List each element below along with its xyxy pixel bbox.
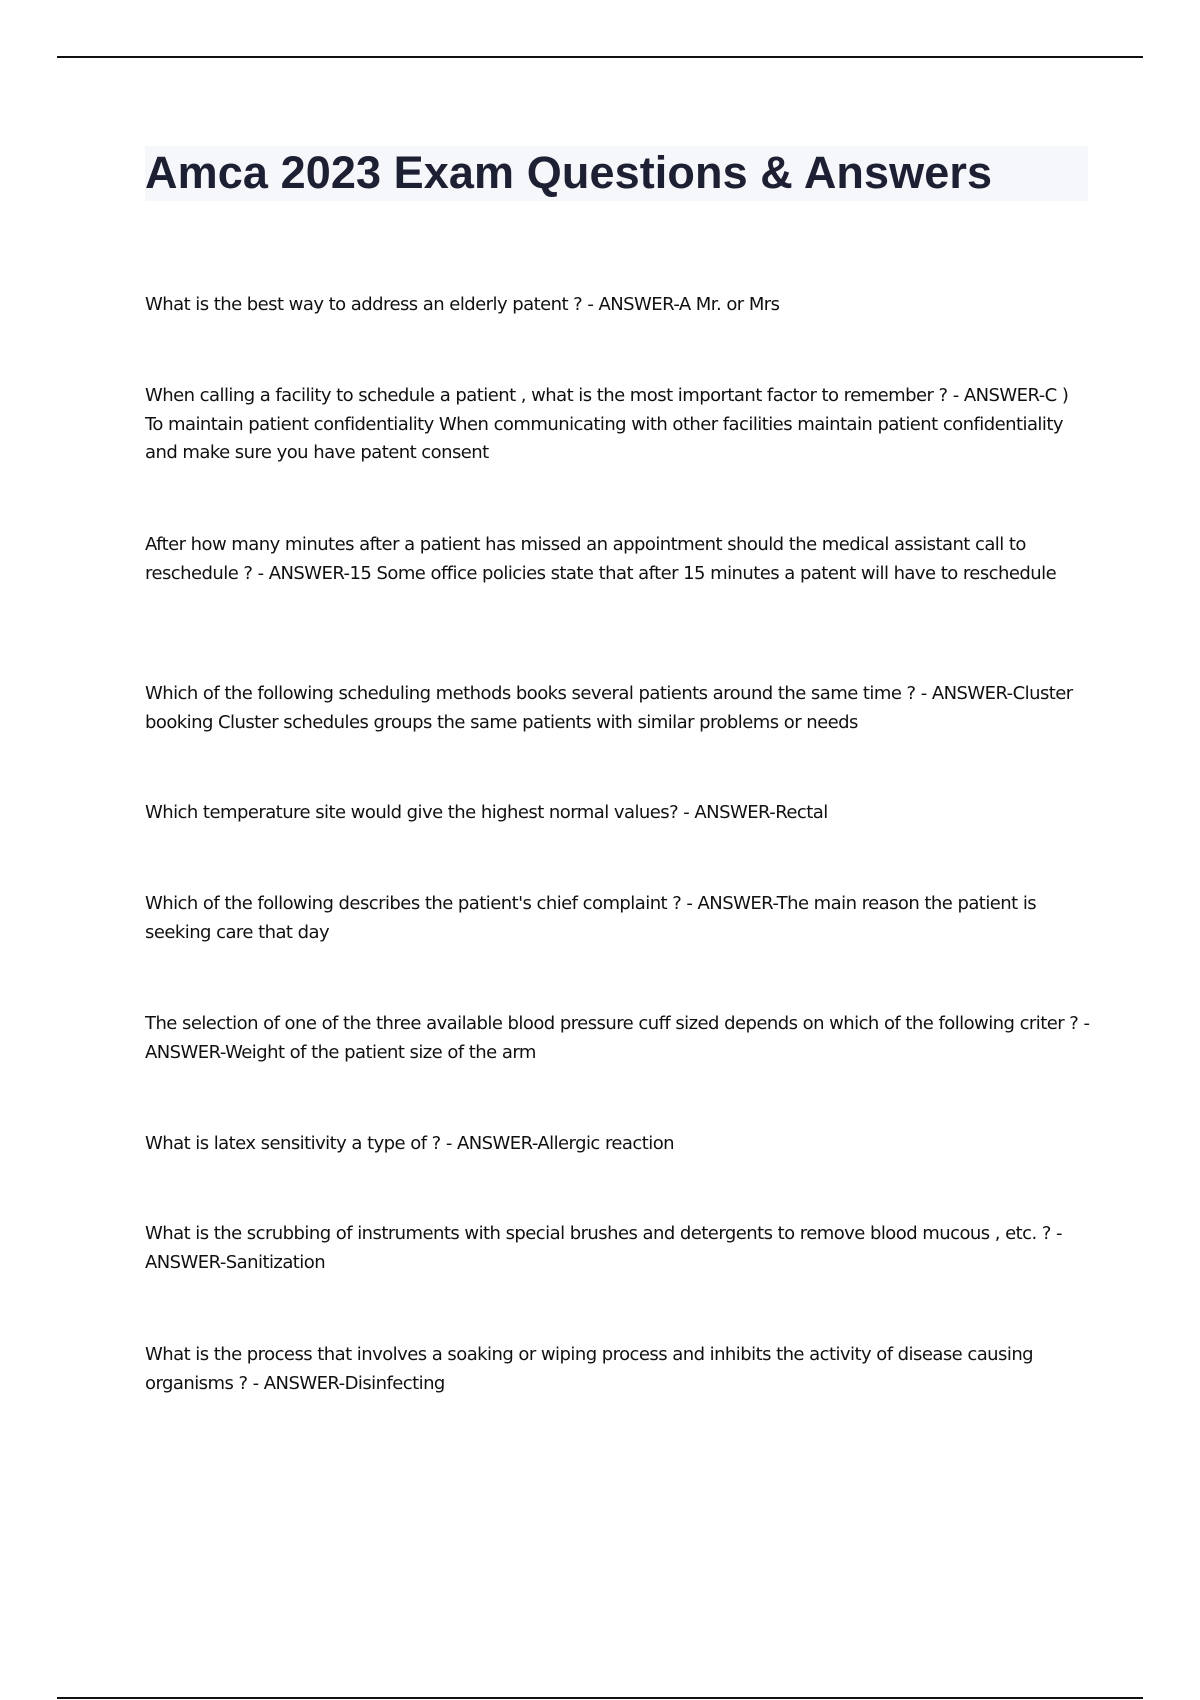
qa-item-7: The selection of one of the three available blood pressure cuff sized depends on which of the following criter ? - ANSWER-Weight of the patient size of the arm <box>145 1013 1090 1063</box>
top-rule <box>57 56 1143 58</box>
qa-item-3: After how many minutes after a patient has missed an appointment should the medical assistant call to reschedule ? - ANSWER-15 Some office policies state that after 15 minutes a patent will have to reschedule <box>145 534 1057 584</box>
qa-item-8: What is latex sensitivity a type of ? - ANSWER-Allergic reaction <box>145 1133 675 1154</box>
qa-item-9: What is the scrubbing of instruments with special brushes and detergents to remove blood mucous , etc. ? - ANSWER-Sanitization <box>145 1223 1062 1273</box>
qa-item-10: What is the process that involves a soaking or wiping process and inhibits the activity of disease causing organisms ? - ANSWER-Disinfecting <box>145 1344 1034 1394</box>
qa-item-5: Which temperature site would give the highest normal values? - ANSWER-Rectal <box>145 802 828 823</box>
qa-item-4: Which of the following scheduling methods books several patients around the same time ? - ANSWER-Cluster booking Cluster schedules groups the same patients with similar problems or needs <box>145 683 1073 733</box>
qa-item-2: When calling a facility to schedule a patient , what is the most important factor to remember ? - ANSWER-C ) To maintain patient confidentiality When communicating with other facilities maintain patient confidentiality and make sure you have patent consent <box>145 385 1069 463</box>
qa-item-1: What is the best way to address an elderly patent ? - ANSWER-A Mr. or Mrs <box>145 294 780 315</box>
qa-item-6: Which of the following describes the patient's chief complaint ? - ANSWER-The main reason the patient is seeking care that day <box>145 893 1037 943</box>
bottom-rule <box>57 1697 1143 1699</box>
page-title: Amca 2023 Exam Questions & Answers <box>145 147 993 198</box>
